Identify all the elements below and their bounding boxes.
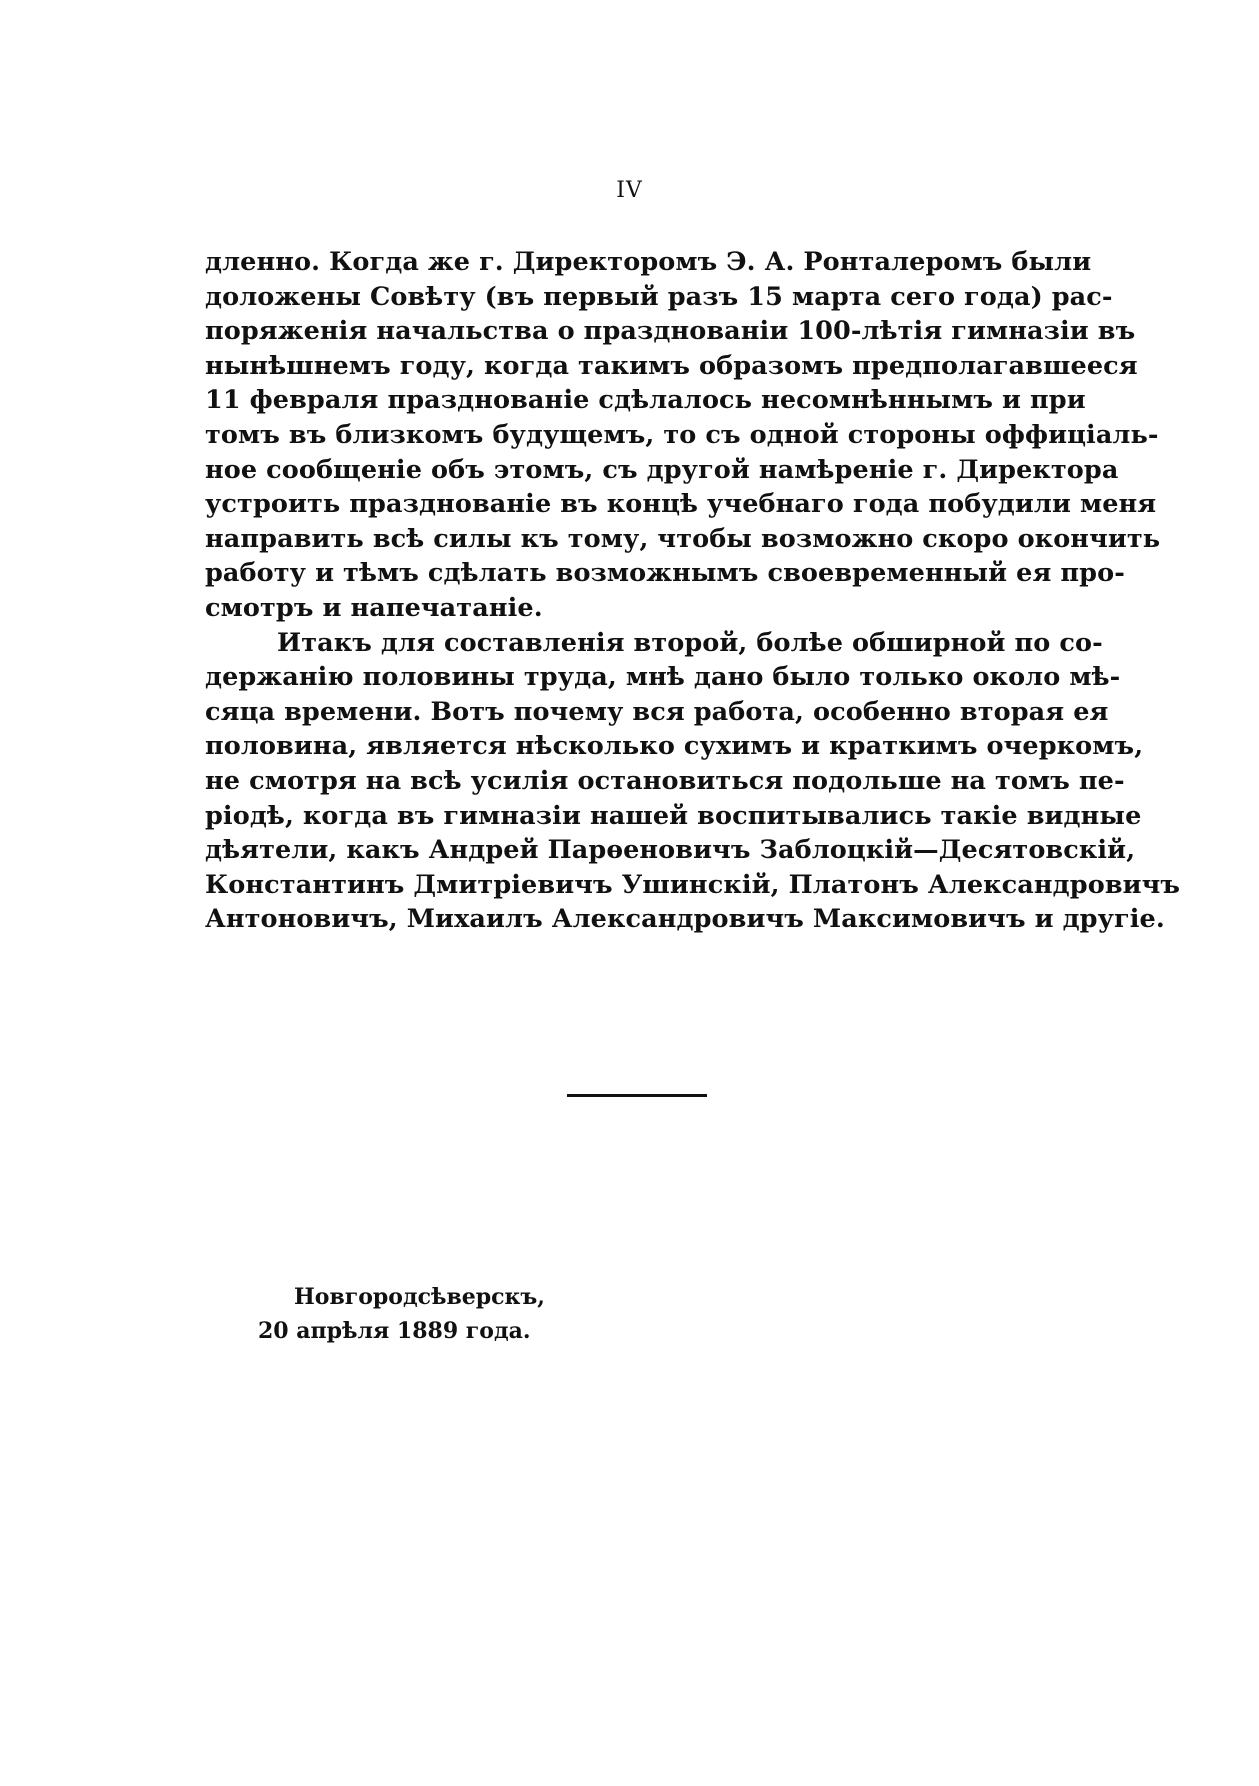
paragraph-1 <box>205 245 1161 626</box>
section-divider <box>567 1094 707 1097</box>
text-line: не смотря на всѣ усилія остановиться подольше на томъ пе- <box>205 765 1125 796</box>
text-line: поряженія начальства о празднованіи 100-лѣтія гимназіи въ <box>205 316 1136 347</box>
signature-block <box>258 1280 545 1348</box>
text-line: держанію половины труда, мнѣ дано было только около мѣ- <box>205 662 1121 693</box>
text-line: смотръ и напечатаніе. <box>205 592 543 623</box>
text-line: Итакъ для составленія второй, болѣе обширной по со- <box>277 627 1103 658</box>
text-line: ное сообщеніе объ этомъ, съ другой намѣреніе г. Директора <box>205 454 1119 485</box>
text-line: Антоновичъ, Михаилъ Александровичъ Максимовичъ и другіе. <box>205 904 1165 935</box>
text-line: Константинъ Дмитріевичъ Ушинскій, Платонъ Александровичъ <box>205 869 1181 900</box>
text-line: томъ въ близкомъ будущемъ, то съ одной стороны оффиціаль- <box>205 419 1159 450</box>
page-number: IV <box>616 178 643 203</box>
text-line: работу и тѣмъ сдѣлать возможнымъ своевременный ея про- <box>205 558 1125 589</box>
text-line: дленно. Когда же г. Директоромъ Э. А. Ронталеромъ были <box>205 247 1092 277</box>
text-line: дѣятели, какъ Андрей Парѳеновичъ Заблоцкій—Десятовскій, <box>205 835 1136 866</box>
body-text <box>205 245 1181 937</box>
signature-date: 20 апрѣля 1889 года. <box>258 1318 531 1344</box>
text-line: сяца времени. Вотъ почему вся работа, особенно вторая ея <box>205 696 1109 727</box>
paragraph-2 <box>205 626 1181 937</box>
signature-place: Новгородсѣверскъ, <box>294 1284 545 1310</box>
text-line: доложены Совѣту (въ первый разъ 15 марта сего года) рас- <box>205 281 1113 312</box>
text-line: направить всѣ силы къ тому, чтобы возможно скоро окончить <box>205 523 1161 554</box>
text-line: 11 февраля празднованіе сдѣлалось несомнѣннымъ и при <box>205 385 1086 416</box>
text-line: устроить празднованіе въ концѣ учебнаго года побудили меня <box>205 489 1157 520</box>
text-line: половина, является нѣсколько сухимъ и краткимъ очеркомъ, <box>205 731 1144 762</box>
text-line: ріодѣ, когда въ гимназіи нашей воспитывались такіе видные <box>205 800 1142 831</box>
text-line: нынѣшнемъ году, когда такимъ образомъ предполагавшееся <box>205 350 1138 381</box>
